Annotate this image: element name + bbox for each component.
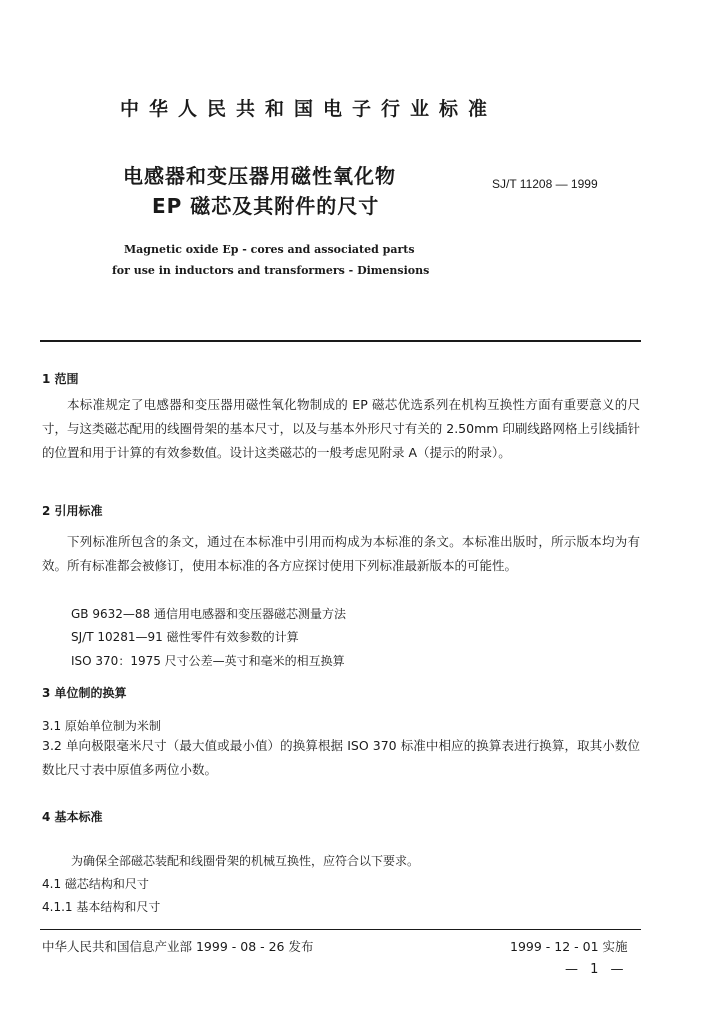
section-4-item-1: 4.1 磁芯结构和尺寸 [42, 877, 149, 891]
section-3-heading: 3 单位制的换算 [42, 686, 127, 700]
title-en-line1: Magnetic oxide Ep - cores and associated parts [124, 243, 415, 256]
section-4-paragraph: 为确保全部磁芯装配和线圈骨架的机械互换性，应符合以下要求。 [71, 854, 420, 868]
section-4-heading: 4 基本标准 [42, 810, 103, 824]
section-1-paragraph: 本标准规定了电感器和变压器用磁性氧化物制成的 EP 磁芯优选系列在机构互换性方面有重要意义的尺寸，与这类磁芯配用的线圈骨架的基本尺寸，以及与基本外形尺寸有关的 2.50mm 印刷线路网格上引线插针的位置和用于计算的有效参数值。设计这类磁芯的一般考虑见附录 A（提示的附录）。 [42, 397, 640, 460]
effective-date: 1999 - 12 - 01 实施 [510, 939, 628, 954]
title-en-line2: for use in inductors and transformers - Dimensions [112, 264, 430, 277]
issue-date: 中华人民共和国信息产业部 1999 - 08 - 26 发布 [42, 939, 314, 954]
section-3-item-2: 3.2 单向极限毫米尺寸（最大值或最小值）的换算根据 ISO 370 标准中相应的换算表进行换算，取其小数位数比尺寸表中原值多两位小数。 [42, 738, 640, 777]
org-title: 中华人民共和国电子行业标准 [120, 98, 498, 120]
title-cn-line2: EP 磁芯及其附件的尺寸 [152, 194, 380, 218]
bottom-divider [40, 929, 641, 930]
section-3-item-1: 3.1 原始单位制为米制 [42, 719, 161, 733]
section-4-item-2: 4.1.1 基本结构和尺寸 [42, 900, 161, 914]
top-divider [40, 340, 641, 342]
page-number: — 1 — [565, 962, 628, 977]
section-2-paragraph: 下列标准所包含的条文，通过在本标准中引用而构成为本标准的条文。本标准出版时，所示版本均为有效。所有标准都会被修订，使用本标准的各方应探讨使用下列标准最新版本的可能性。 [42, 534, 640, 573]
section-2-heading: 2 引用标准 [42, 504, 103, 518]
section-1-heading: 1 范围 [42, 372, 79, 386]
standard-number: SJ/T 11208 — 1999 [492, 177, 598, 191]
reference-item: ISO 370：1975 尺寸公差—英寸和毫米的相互换算 [71, 654, 345, 668]
title-cn-line1: 电感器和变压器用磁性氧化物 [123, 164, 396, 188]
reference-item: SJ/T 10281—91 磁性零件有效参数的计算 [71, 630, 299, 644]
reference-item: GB 9632—88 通信用电感器和变压器磁芯测量方法 [71, 607, 346, 621]
